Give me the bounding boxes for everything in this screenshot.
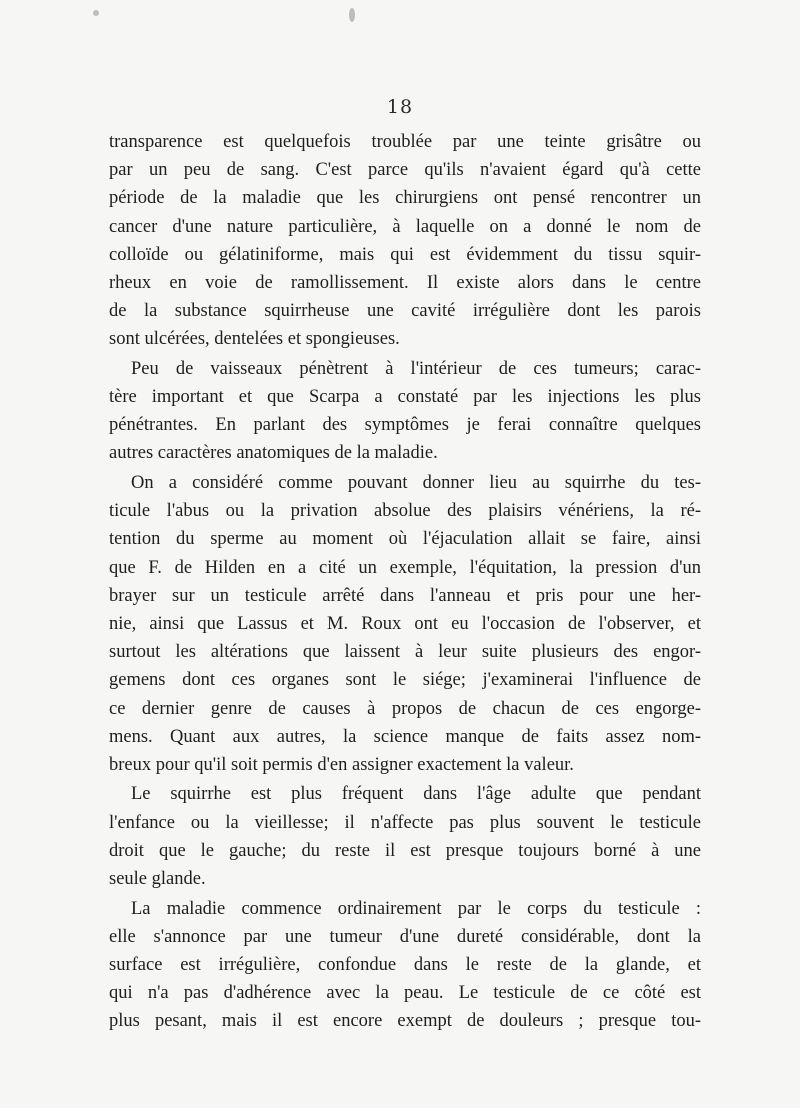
ink-speck [349,8,355,22]
text-line: Peu de vaisseaux pénètrent à l'intérieur de ces tumeurs; carac- [131,358,701,379]
text-line: brayer sur un testicule arrêté dans l'anneau et pris pour une her- [109,585,701,606]
text-line: pénétrantes. En parlant des symptômes je ferai connaître quelques [109,415,701,436]
text-line: cancer d'une nature particulière, à laquelle on a donné le nom de [109,216,701,237]
ink-speck [93,10,99,16]
paragraph-2 [109,355,701,468]
text-line: transparence est quelquefois troublée par une teinte grisâtre ou [109,132,701,152]
page-number: 18 [386,96,414,118]
text-line: mens. Quant aux autres, la science manque de faits assez nom- [109,726,701,747]
text-line: gemens dont ces organes sont le siége; j'examinerai l'influence de [109,670,701,691]
text-line: surface est irrégulière, confondue dans le reste de la glande, et [109,955,701,975]
text-line: elle s'annonce par une tumeur d'une dureté considérable, dont la [109,926,701,947]
text-line: par un peu de sang. C'est parce qu'ils n'avaient égard qu'à cette [109,160,701,181]
paragraph-3 [109,469,701,779]
text-line: de la substance squirrheuse une cavité irrégulière dont les parois [109,301,701,322]
text-line: tention du sperme au moment où l'éjaculation allait se faire, ainsi [109,529,701,550]
text-line: l'enfance ou la vieillesse; il n'affecte pas plus souvent le testicule [109,812,701,833]
text-line: période de la maladie que les chirurgiens ont pensé rencontrer un [109,188,701,209]
paragraph-5 [109,895,701,1036]
text-line: On a considéré comme pouvant donner lieu au squirrhe du tes- [131,473,701,494]
text-line: qui n'a pas d'adhérence avec la peau. Le testicule de ce côté est [109,983,701,1004]
paragraph-4 [109,780,701,893]
text-line: tère important et que Scarpa a constaté par les injections les plus [109,387,701,408]
text-line: sont ulcérées, dentelées et spongieuses. [109,329,400,350]
text-line: breux pour qu'il soit permis d'en assigner exactement la valeur. [109,754,574,775]
text-line: La maladie commence ordinairement par le corps du testicule : [131,898,701,919]
text-line: seule glande. [109,869,206,890]
text-line: nie, ainsi que Lassus et M. Roux ont eu l'occasion de l'observer, et [109,613,701,634]
text-line: ce dernier genre de causes à propos de chacun de ces engorge- [109,698,701,719]
text-line: droit que le gauche; du reste il est presque toujours borné à une [109,840,701,861]
body-text [109,128,701,1037]
text-line: Le squirrhe est plus fréquent dans l'âge adulte que pendant [131,784,701,805]
text-line: surtout les altérations que laissent à leur suite plusieurs des engor- [109,642,701,663]
text-line: rheux en voie de ramollissement. Il existe alors dans le centre [109,272,701,293]
text-line: autres caractères anatomiques de la maladie. [109,443,438,464]
text-line: plus pesant, mais il est encore exempt de douleurs ; presque tou- [109,1011,701,1032]
text-line: que F. de Hilden en a cité un exemple, l'équitation, la pression d'un [109,557,701,578]
paragraph-1 [109,128,701,354]
text-line: colloïde ou gélatiniforme, mais qui est évidemment du tissu squir- [109,244,701,265]
text-line: ticule l'abus ou la privation absolue des plaisirs vénériens, la ré- [109,501,701,522]
